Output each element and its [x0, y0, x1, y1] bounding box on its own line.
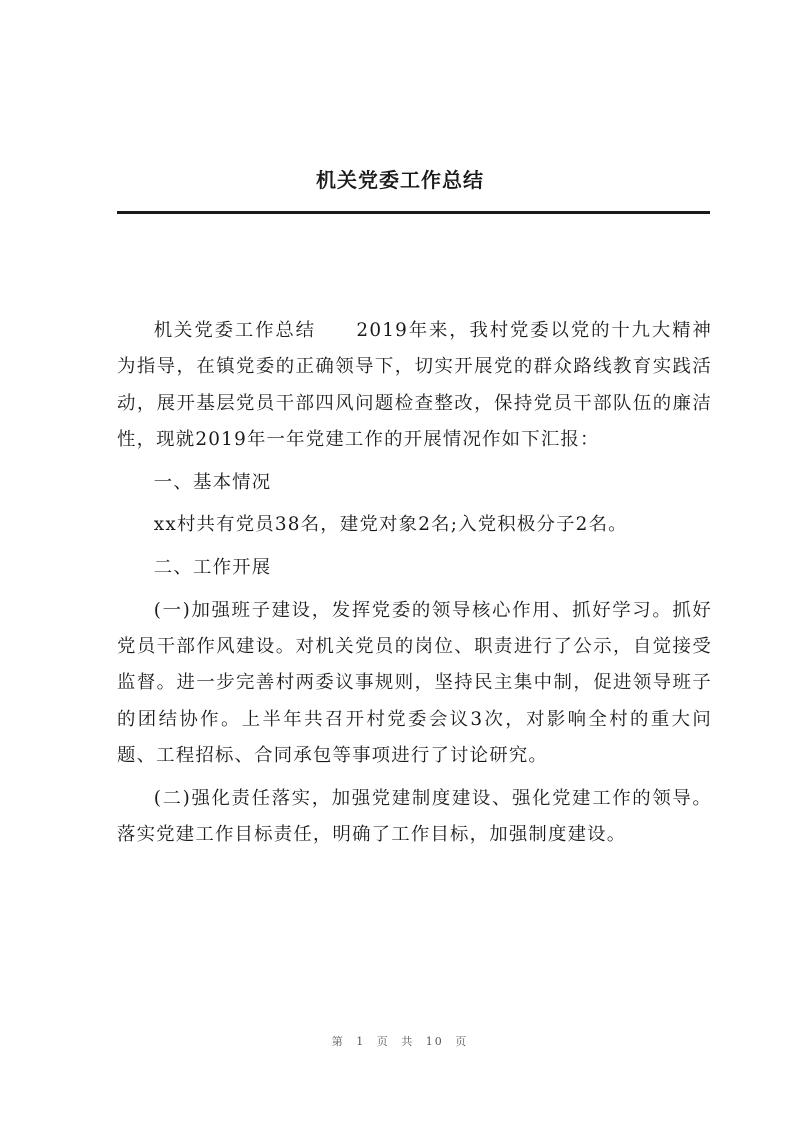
paragraph-intro: 机关党委工作总结 2019年来，我村党委以党的十九大精神为指导，在镇党委的正确领导下，切实开展党的群众路线教育实践活动，展开基层党员干部四风问题检查整改，保持党员干部队伍的廉洁性，现就2019年一年党建工作的开展情况作如下汇报： [117, 320, 712, 451]
paragraph-member-count: xx村共有党员38名，建党对象2名;入党积极分子2名。 [153, 514, 628, 536]
page-number-footer: 第 1 页 共 10 页 [331, 1035, 469, 1048]
paragraph-responsibility: (二)强化责任落实，加强党建制度建设、强化党建工作的领导。落实党建工作目标责任，明确了工作目标，加强制度建设。 [117, 787, 712, 846]
section-heading-work-progress: 二、工作开展 [153, 557, 272, 578]
section-heading-basic-situation: 一、基本情况 [153, 471, 272, 493]
page-title: 机关党委工作总结 [316, 168, 484, 192]
paragraph-team-building: (一)加强班子建设，发挥党委的领导核心作用、抓好学习。抓好党员干部作风建设。对机关党员的岗位、职责进行了公示，自觉接受监督。进一步完善村两委议事规则，坚持民主集中制，促进领导班子的团结协作。上半年共召开村党委会议3次，对影响全村的重大问题、工程招标、合同承包等事项进行了讨论研究。 [117, 599, 712, 767]
document-body [117, 313, 712, 860]
title-divider [117, 211, 710, 214]
